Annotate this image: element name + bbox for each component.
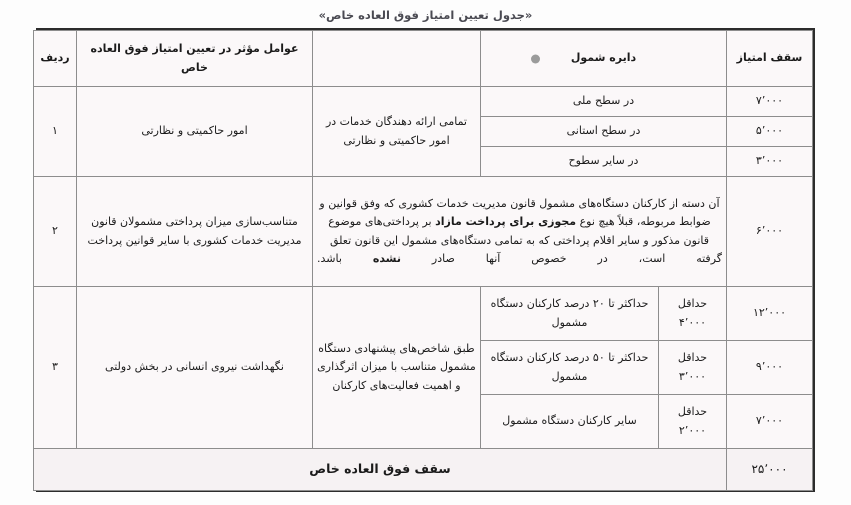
cell-scope: در سطح استانی xyxy=(480,117,726,147)
cell-criteria: طبق شاخص‌های پیشنهادی دستگاه مشمول متناسب با میزان اثرگذاری و اهمیت فعالیت‌های کارکنان xyxy=(312,287,480,449)
description-emphasis: مجوزی برای پرداخت مازاد xyxy=(435,215,577,229)
cell-factor: نگهداشت نیروی انسانی در بخش دولتی xyxy=(76,287,312,449)
cell-ceiling: ۱۲٬۰۰۰ xyxy=(727,287,813,341)
header-row xyxy=(33,31,812,87)
cell-ceiling: ۶٬۰۰۰ xyxy=(727,177,813,287)
description-text: بر پرداختی‌های موضوع قانون مذکور و سایر اقلام پرداختی که به تمامی دستگاه‌های مشمول این قانون تعلق گرفته است، در خصوص آنها صادر xyxy=(328,215,722,265)
description-emphasis: نشده xyxy=(372,251,401,265)
table-body xyxy=(33,87,812,449)
cell-factor: متناسب‌سازی میزان پرداختی مشمولان قانون مدیریت خدمات کشوری با سایر قوانین پرداخت xyxy=(76,177,312,287)
cell-scope: در سایر سطوح xyxy=(480,147,726,177)
cell-factor: امور حاکمیتی و نظارتی xyxy=(76,87,312,177)
score-table-container xyxy=(36,28,815,492)
cell-ceiling: ۷٬۰۰۰ xyxy=(727,87,813,117)
minimum-label: حداقل xyxy=(677,351,708,365)
footer-row xyxy=(33,449,812,491)
minimum-value: ۴٬۰۰۰ xyxy=(678,315,707,329)
cell-ceiling: ۹٬۰۰۰ xyxy=(727,341,813,395)
table-row xyxy=(33,177,812,287)
page-title: «جدول تعیین امتیاز فوق العاده خاص» xyxy=(318,8,533,22)
table-footer xyxy=(33,449,812,491)
score-table xyxy=(33,30,813,491)
cell-rownum: ۱ xyxy=(33,87,76,177)
minimum-value: ۳٬۰۰۰ xyxy=(678,369,707,383)
cell-minimum xyxy=(659,395,727,449)
cell-criteria: تمامی ارائه دهندگان خدمات در امور حاکمیتی و نظارتی xyxy=(312,87,480,177)
cell-rownum: ۳ xyxy=(33,287,76,449)
description-text: آن دسته از کارکنان دستگاه‌های مشمول قانون مدیریت خدمات کشوری که وفق قوانین و ضوابط مربوطه، قبلاً هیچ نوع xyxy=(319,197,720,229)
cell-minimum xyxy=(659,287,727,341)
cell-minimum xyxy=(659,341,727,395)
header-factor: عوامل مؤثر در تعیین امتیاز فوق العاده خاص xyxy=(76,31,312,87)
description-text: باشد. xyxy=(316,251,373,265)
header-ceiling: سقف امتیاز xyxy=(727,31,813,87)
minimum-value: ۲٬۰۰۰ xyxy=(678,423,707,437)
cell-ceiling: ۵٬۰۰۰ xyxy=(727,117,813,147)
footer-value: ۲۵٬۰۰۰ xyxy=(727,449,813,491)
cell-rownum: ۲ xyxy=(33,177,76,287)
cell-description xyxy=(312,177,726,287)
footer-label: سقف فوق العاده خاص xyxy=(33,449,726,491)
cell-scope: سایر کارکنان دستگاه مشمول xyxy=(480,395,658,449)
header-scope xyxy=(480,31,726,87)
cell-scope: حداکثر تا ۲۰ درصد کارکنان دستگاه مشمول xyxy=(480,287,658,341)
header-criteria-spacer xyxy=(312,31,480,87)
table-header xyxy=(33,31,812,87)
cell-ceiling: ۷٬۰۰۰ xyxy=(727,395,813,449)
header-scope-label: دایره شمول xyxy=(570,51,637,65)
minimum-label: حداقل xyxy=(677,297,708,311)
cell-scope: حداکثر تا ۵۰ درصد کارکنان دستگاه مشمول xyxy=(480,341,658,395)
table-row xyxy=(33,87,812,117)
header-rownum: ردیف xyxy=(33,31,76,87)
cell-ceiling: ۳٬۰۰۰ xyxy=(727,147,813,177)
gray-dot-icon xyxy=(531,54,540,63)
minimum-label: حداقل xyxy=(677,405,708,419)
table-row xyxy=(33,287,812,341)
cell-scope: در سطح ملی xyxy=(480,87,726,117)
